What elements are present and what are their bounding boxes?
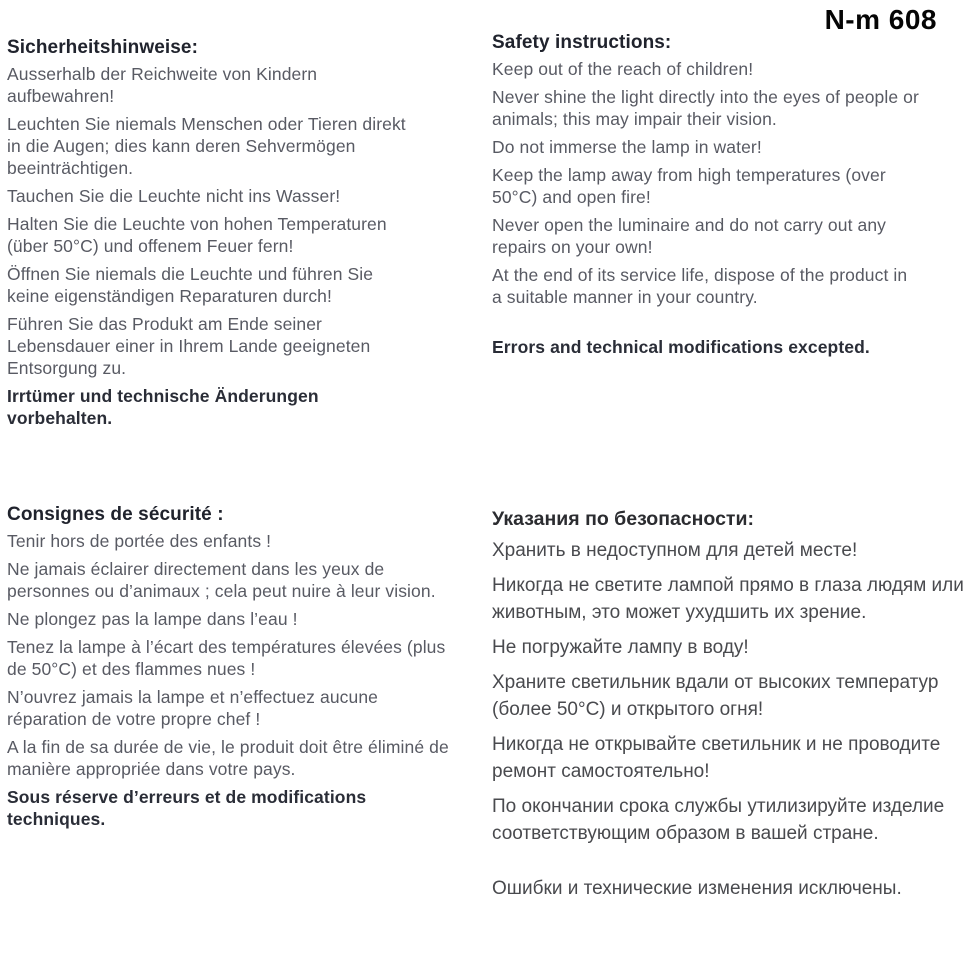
safety-paragraph: Ne jamais éclairer directement dans les yeux de personnes ou d’animaux ; cela peut nuire à leur vision. bbox=[7, 559, 436, 601]
safety-paragraph: Tenir hors de portée des enfants ! bbox=[7, 531, 272, 551]
section-heading-english: Safety instructions: bbox=[492, 32, 672, 53]
safety-paragraph: Ne plongez pas la lampe dans l’eau ! bbox=[7, 609, 298, 629]
disclaimer-note-russian: Ошибки и технические изменения исключены. bbox=[492, 878, 902, 899]
safety-paragraph: Храните светильник вдали от высоких температур (более 50°C) и открытого огня! bbox=[492, 672, 939, 720]
safety-paragraph: Öffnen Sie niemals die Leuchte und führen Sie keine eigenständigen Reparaturen durch! bbox=[7, 264, 374, 306]
safety-paragraph: Ausserhalb der Reichweite von Kindern aufbewahren! bbox=[7, 64, 318, 106]
safety-paragraph: At the end of its service life, dispose of the product in a suitable manner in your country. bbox=[492, 265, 908, 307]
safety-paragraph: Никогда не открывайте светильник и не проводите ремонт самостоятельно! bbox=[492, 734, 941, 782]
section-safety-french bbox=[7, 503, 457, 830]
safety-paragraph: Führen Sie das Produkt am Ende seiner Lebensdauer einer in Ihrem Lande geeigneten Entsorgung zu. bbox=[7, 314, 371, 378]
safety-paragraph: Leuchten Sie niemals Menschen oder Tieren direkt in die Augen; dies kann deren Sehvermögen beeinträchtigen. bbox=[7, 114, 406, 178]
safety-paragraph: A la fin de sa durée de vie, le produit doit être éliminé de manière appropriée dans votre pays. bbox=[7, 737, 449, 779]
safety-paragraph: Tenez la lampe à l’écart des températures élevées (plus de 50°C) et des flammes nues ! bbox=[7, 637, 446, 679]
safety-paragraph: Never open the luminaire and do not carry out any repairs on your own! bbox=[492, 215, 887, 257]
disclaimer-note-german: Irrtümer und technische Änderungen vorbehalten. bbox=[7, 386, 319, 428]
safety-paragraph: Keep the lamp away from high temperatures (over 50°C) and open fire! bbox=[492, 165, 886, 207]
section-heading-french: Consignes de sécurité : bbox=[7, 504, 224, 525]
safety-paragraph: Do not immerse the lamp in water! bbox=[492, 137, 762, 157]
safety-paragraph: Не погружайте лампу в воду! bbox=[492, 637, 749, 658]
safety-paragraph: Keep out of the reach of children! bbox=[492, 59, 754, 79]
section-safety-english bbox=[492, 31, 922, 358]
safety-paragraph: N’ouvrez jamais la lampe et n’effectuez aucune réparation de votre propre chef ! bbox=[7, 687, 379, 729]
safety-paragraph: Never shine the light directly into the eyes of people or animals; this may impair their vision. bbox=[492, 87, 919, 129]
section-safety-german bbox=[7, 36, 411, 429]
safety-paragraph: Tauchen Sie die Leuchte nicht ins Wasser! bbox=[7, 186, 341, 206]
safety-paragraph: Никогда не светите лампой прямо в глаза людям или животным, это может ухудшить их зрение. bbox=[492, 575, 964, 623]
section-heading-russian: Указания по безопасности: bbox=[492, 508, 754, 530]
section-safety-russian bbox=[492, 506, 968, 902]
safety-paragraph: По окончании срока службы утилизируйте изделие соответствующим образом в вашей стране. bbox=[492, 796, 945, 844]
disclaimer-note-english: Errors and technical modifications excepted. bbox=[492, 337, 870, 357]
product-code: N-m 608 bbox=[824, 4, 937, 35]
safety-paragraph: Halten Sie die Leuchte von hohen Temperaturen (über 50°C) und offenem Feuer fern! bbox=[7, 214, 387, 256]
disclaimer-note-french: Sous réserve d’erreurs et de modifications techniques. bbox=[7, 787, 367, 829]
section-heading-german: Sicherheitshinweise: bbox=[7, 37, 199, 58]
safety-paragraph: Хранить в недоступном для детей месте! bbox=[492, 540, 858, 561]
